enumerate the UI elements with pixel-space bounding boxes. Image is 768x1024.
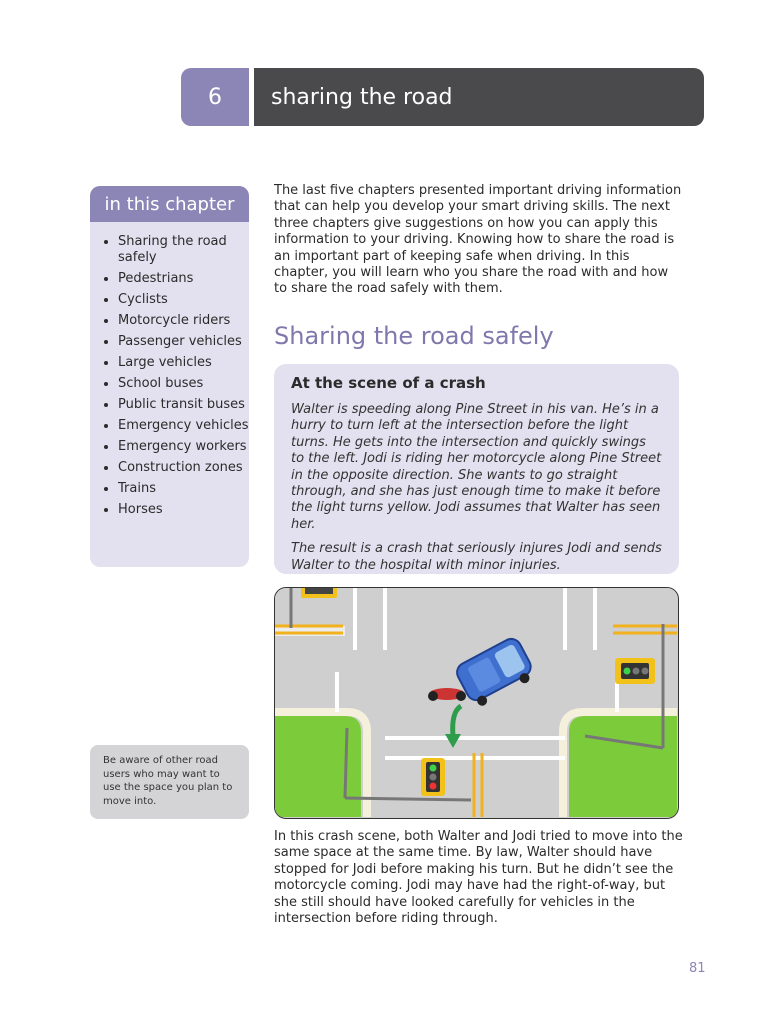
list-item: • Emergency workers: [118, 439, 249, 455]
list-item: • Cyclists: [118, 292, 249, 308]
section-title: Sharing the road safely: [274, 322, 554, 350]
list-item: • Horses: [118, 502, 249, 518]
list-item: • Pedestrians: [118, 271, 249, 287]
chapter-number: 6: [181, 68, 249, 126]
list-item: • Sharing the road safely: [118, 234, 249, 266]
illustration-caption: In this crash scene, both Walter and Jodi tried to move into the same space at the same time. By law, Walter should have stopped for Jodi before making his turn. But he didn’t see the motorcycle coming. Jodi may have had the right-of-way, but she still should have looked carefully for vehicles in the intersection before riding through.: [274, 829, 683, 927]
crash-box-title: At the scene of a crash: [291, 374, 486, 392]
list-item: • Construction zones: [118, 460, 249, 476]
intro-paragraph: The last five chapters presented important driving information that can help you develop your smart driving skills. The next three chapters give suggestions on how you can apply this information to your driving. Knowing how to share the road is an important part of keeping safe when driving. In this chapter, you will learn who you share the road with and how to share the road safely with them.: [274, 183, 682, 297]
list-item: • School buses: [118, 376, 249, 392]
list-item: • Passenger vehicles: [118, 334, 249, 350]
list-item: • Large vehicles: [118, 355, 249, 371]
list-item: • Emergency vehicles: [118, 418, 249, 434]
chapter-contents-sidebar: [90, 186, 249, 567]
chapter-topics-list: [90, 234, 249, 518]
traffic-light-right: [615, 658, 655, 684]
traffic-light-top: [301, 588, 337, 598]
crash-box-paragraph: The result is a crash that seriously injures Jodi and sends Walter to the hospital with minor injuries.: [291, 541, 662, 573]
crash-intersection-illustration: [274, 587, 679, 819]
sidebar-heading: in this chapter: [90, 186, 249, 222]
grass-right: [569, 716, 677, 817]
list-item: • Public transit buses: [118, 397, 249, 413]
tip-note: Be aware of other road users who may want to use the space you plan to move into.: [90, 745, 249, 819]
crash-scenario-box: [274, 364, 679, 574]
list-item: • Motorcycle riders: [118, 313, 249, 329]
chapter-title: sharing the road: [254, 68, 704, 126]
list-item: • Trains: [118, 481, 249, 497]
page-number: 81: [689, 961, 706, 976]
traffic-light-bottom: [421, 758, 445, 796]
intersection-drawing: [275, 588, 677, 817]
crash-box-paragraph: Walter is speeding along Pine Street in his van. He’s in a hurry to turn left at the intersection before the light turns. He gets into the intersection and quickly swings to the left. Jodi is riding her motorcycle along Pine Street in the opposite direction. She wants to go straight through, and she has just enough time to make it before the light turns yellow. Jodi assumes that Walter has seen her.: [291, 402, 662, 532]
